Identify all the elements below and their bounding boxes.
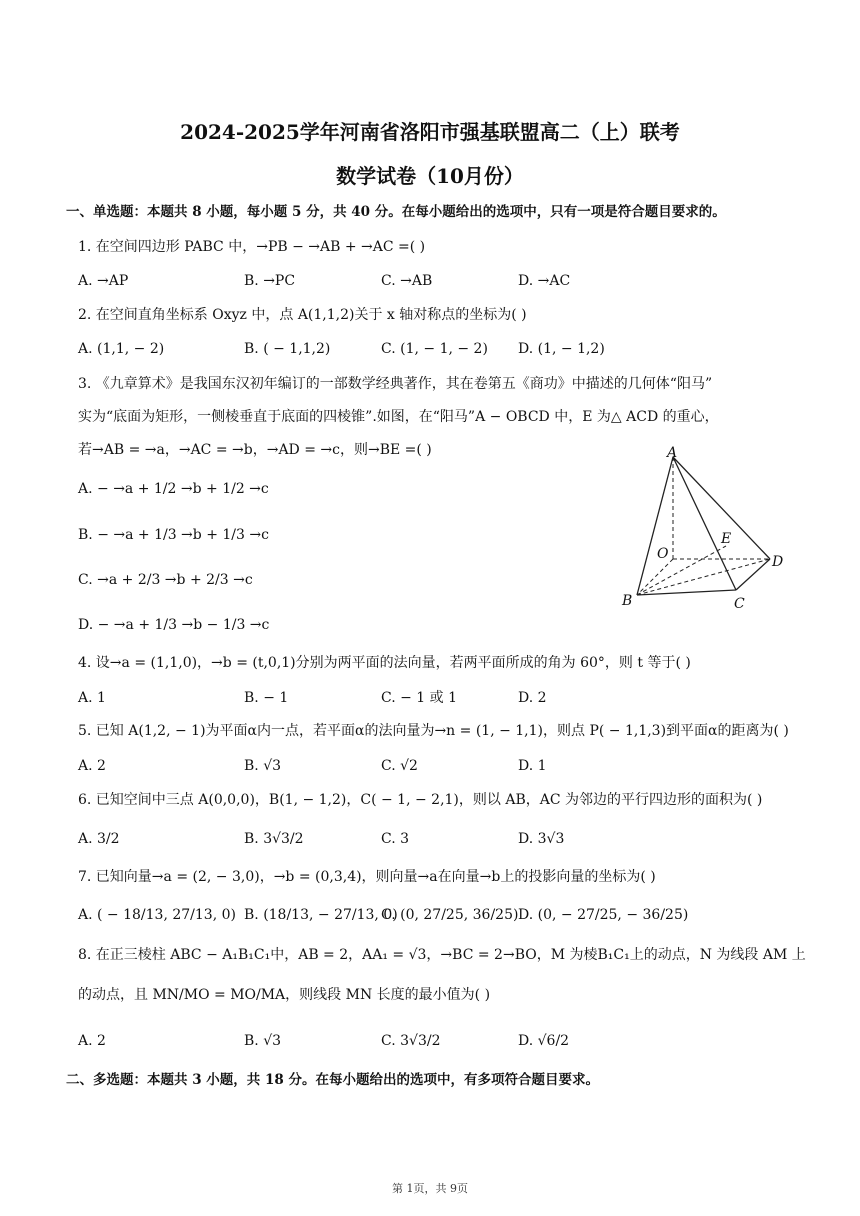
question-8-stem-line1: 8. 在正三棱柱 ABC − A₁B₁C₁中，AB = 2，AA₁ = √3，→BC = 2→BO，M 为棱B₁C₁上的动点，N 为线段 AM 上: [78, 947, 806, 963]
q1-option-c: C. →AB: [381, 273, 433, 289]
q6-option-d: D. 3√3: [518, 831, 565, 847]
q5-option-c: C. √2: [381, 758, 418, 774]
q7-option-b: B. (18/13, − 27/13, 0): [244, 907, 398, 923]
section-1-heading: 一、单选题：本题共 8 小题，每小题 5 分，共 40 分。在每小题给出的选项中，只有一项是符合题目要求的。: [66, 204, 726, 220]
q7-option-d: D. (0, − 27/25, − 36/25): [518, 907, 689, 923]
q1-option-b: B. →PC: [244, 273, 296, 289]
question-1-stem: 1. 在空间四边形 PABC 中，→PB − →AB + →AC =( ): [78, 239, 426, 255]
q7-option-c: C. (0, 27/25, 36/25): [381, 907, 519, 923]
q1-option-a: A. →AP: [78, 273, 129, 289]
q2-option-b: B. ( − 1,1,2): [244, 341, 331, 357]
q1-option-d: D. →AC: [518, 273, 571, 289]
q4-option-b: B. − 1: [244, 690, 289, 706]
label-d: D: [772, 554, 784, 570]
q3-option-a: A. − →a + 1/2 →b + 1/2 →c: [78, 481, 269, 497]
q2-option-a: A. (1,1, − 2): [78, 341, 165, 357]
q4-option-d: D. 2: [518, 690, 547, 706]
q6-option-c: C. 3: [381, 831, 410, 847]
question-5-stem: 5. 已知 A(1,2, − 1)为平面α内一点，若平面α的法向量为→n = (1, − 1,1)，则点 P( − 1,1,3)到平面α的距离为( ): [78, 723, 789, 739]
q5-option-d: D. 1: [518, 758, 547, 774]
q3-option-c: C. →a + 2/3 →b + 2/3 →c: [78, 572, 253, 588]
q3-option-d: D. − →a + 1/3 →b − 1/3 →c: [78, 617, 270, 633]
question-8-stem-line2: 的动点，且 MN/MO = MO/MA，则线段 MN 长度的最小值为( ): [78, 987, 491, 1003]
q8-option-a: A. 2: [78, 1033, 106, 1049]
q4-option-c: C. − 1 或 1: [381, 690, 458, 706]
q5-option-b: B. √3: [244, 758, 282, 774]
q2-option-c: C. (1, − 1, − 2): [381, 341, 488, 357]
question-4-stem: 4. 设→a = (1,1,0)，→b = (t,0,1)分别为两平面的法向量，若两平面所成的角为 60°，则 t 等于( ): [78, 655, 691, 671]
q8-option-c: C. 3√3/2: [381, 1033, 441, 1049]
label-c: C: [734, 596, 745, 612]
exam-subtitle: 数学试卷（10月份）: [336, 164, 524, 188]
question-6-stem: 6. 已知空间中三点 A(0,0,0)，B(1, − 1,2)，C( − 1, − 2,1)，则以 AB，AC 为邻边的平行四边形的面积为( ): [78, 792, 763, 808]
page-footer: 第 1页，共 9页: [392, 1182, 468, 1195]
label-e: E: [721, 531, 732, 547]
edge-ab: [637, 457, 673, 595]
pyramid-figure: [610, 445, 790, 615]
q8-option-b: B. √3: [244, 1033, 282, 1049]
question-3-stem-line2: 实为“底面为矩形，一侧棱垂直于底面的四棱锥”.如图，在“阳马”A − OBCD 中，E 为△ ACD 的重心，: [78, 409, 719, 425]
q8-option-d: D. √6/2: [518, 1033, 570, 1049]
section-2-heading: 二、多选题：本题共 3 小题，共 18 分。在每小题给出的选项中，有多项符合题目要求。: [66, 1072, 599, 1088]
exam-title: 2024-2025学年河南省洛阳市强基联盟高二（上）联考: [180, 120, 680, 144]
q6-option-a: A. 3/2: [78, 831, 120, 847]
q2-option-d: D. (1, − 1,2): [518, 341, 605, 357]
label-o: O: [657, 546, 669, 562]
question-7-stem: 7. 已知向量→a = (2, − 3,0)，→b = (0,3,4)，则向量→a在向量→b上的投影向量的坐标为( ): [78, 869, 656, 885]
q7-option-a: A. ( − 18/13, 27/13, 0): [78, 907, 236, 923]
q3-option-b: B. − →a + 1/3 →b + 1/3 →c: [78, 527, 269, 543]
question-3-stem-line1: 3. 《九章算术》是我国东汉初年编订的一部数学经典著作，其在卷第五《商功》中描述的几何体“阳马”: [78, 376, 713, 392]
q5-option-a: A. 2: [78, 758, 106, 774]
label-b: B: [622, 593, 633, 609]
q4-option-a: A. 1: [78, 690, 106, 706]
label-a: A: [667, 445, 678, 461]
edge-ob-hidden: [637, 559, 673, 595]
question-3-stem-line3: 若→AB = →a，→AC = →b，→AD = →c，则→BE =( ): [78, 442, 432, 458]
question-2-stem: 2. 在空间直角坐标系 Oxyz 中，点 A(1,1,2)关于 x 轴对称点的坐标为( ): [78, 307, 527, 323]
segment-be-hidden: [637, 546, 726, 595]
q6-option-b: B. 3√3/2: [244, 831, 304, 847]
